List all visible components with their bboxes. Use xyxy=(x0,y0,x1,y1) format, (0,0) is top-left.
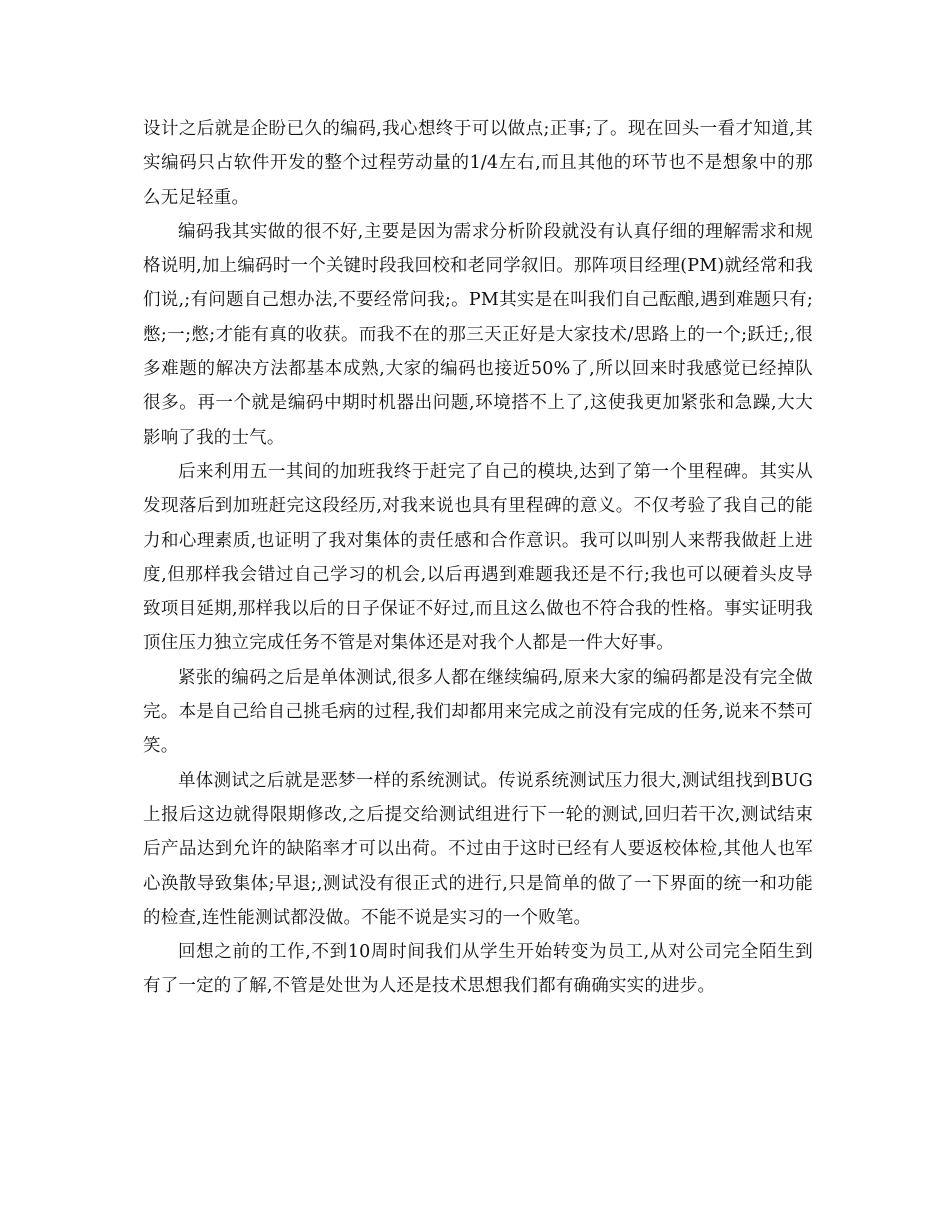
document-body xyxy=(143,112,813,1004)
paragraph-2: 编码我其实做的很不好,主要是因为需求分析阶段就没有认真仔细的理解需求和规格说明,加上编码时一个关键时段我回校和老同学叙旧。那阵项目经理(PM)就经常和我们说,;有问题自己想办法,不要经常问我;。PM其实是在叫我们自己酝酿,遇到难题只有;憋;一;憋;才能有真的收获。而我不在的那三天正好是大家技术/思路上的一个;跃迁;,很多难题的解决方法都基本成熟,大家的编码也接近50%了,所以回来时我感觉已经掉队很多。再一个就是编码中期时机器出问题,环境搭不上了,这使我更加紧张和急躁,大大影响了我的士气。 xyxy=(143,221,813,448)
paragraph-4: 紧张的编码之后是单体测试,很多人都在继续编码,原来大家的编码都是没有完全做完。本是自己给自己挑毛病的过程,我们却都用来完成之前没有完成的任务,说来不禁可笑。 xyxy=(143,667,813,757)
paragraph-6: 回想之前的工作,不到10周时间我们从学生开始转变为员工,从对公司完全陌生到有了一定的了解,不管是处世为人还是技术思想我们都有确确实实的进步。 xyxy=(143,942,813,997)
paragraph-3: 后来利用五一其间的加班我终于赶完了自己的模块,达到了第一个里程碑。其实从发现落后到加班赶完这段经历,对我来说也具有里程碑的意义。不仅考验了我自己的能力和心理素质,也证明了我对集体的责任感和合作意识。我可以叫别人来帮我做赶上进度,但那样我会错过自己学习的机会,以后再遇到难题我还是不行;我也可以硬着头皮导致项目延期,那样我以后的日子保证不好过,而且这么做也不符合我的性格。事实证明我顶住压力独立完成任务不管是对集体还是对我个人都是一件大好事。 xyxy=(143,461,813,654)
paragraph-1: 设计之后就是企盼已久的编码,我心想终于可以做点;正事;了。现在回头一看才知道,其实编码只占软件开发的整个过程劳动量的1/4左右,而且其他的环节也不是想象中的那么无足轻重。 xyxy=(143,119,813,208)
paragraph-5: 单体测试之后就是恶梦一样的系统测试。传说系统测试压力很大,测试组找到BUG上报后这边就得限期修改,之后提交给测试组进行下一轮的测试,回归若干次,测试结束后产品达到允许的缺陷率才可以出荷。不过由于这时已经有人要返校体检,其他人也军心涣散导致集体;早退;,测试没有很正式的进行,只是简单的做了一下界面的统一和功能的检查,连性能测试都没做。不能不说是实习的一个败笔。 xyxy=(143,770,813,928)
